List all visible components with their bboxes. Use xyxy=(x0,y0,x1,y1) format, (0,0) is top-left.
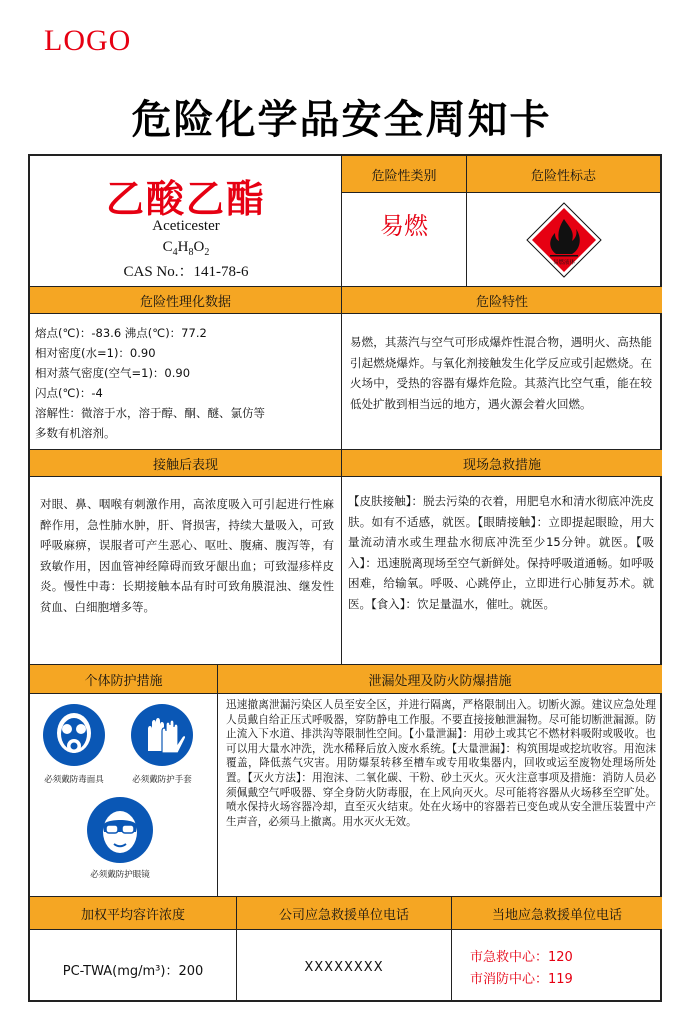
company-phone: XXXXXXXX xyxy=(304,960,384,975)
hazard-sign-caption: 易燃液体 xyxy=(552,260,576,266)
twa-value: PC-TWA(mg/m³)：200 xyxy=(62,964,204,979)
twa-header: 加权平均容许浓度 xyxy=(30,897,236,929)
ppe-header: 个体防护措施 xyxy=(30,665,217,693)
first-aid-header: 现场急救措施 xyxy=(342,450,662,476)
hazard-sign-header: 危险性标志 xyxy=(467,156,660,192)
gas-mask-icon xyxy=(42,703,106,767)
chemical-name-en: Aceticester xyxy=(152,218,220,234)
gloves-icon xyxy=(130,703,194,767)
flammable-diamond-icon xyxy=(525,201,603,279)
hazard-category-header: 危险性类别 xyxy=(342,156,466,192)
chemical-formula: $C_4H_8O_2$ xyxy=(162,239,210,258)
company-phone-header: 公司应急救援单位电话 xyxy=(237,897,451,929)
leak-header: 泄漏处理及防火防爆措施 xyxy=(218,665,662,693)
properties-header: 危险特性 xyxy=(342,287,662,313)
leak-text: 迅速撤离泄漏污染区人员至安全区，并进行隔离，严格限制出入。切断火源。建议应急处理人员戴自给正压式呼吸器，穿防静电工作服。不要直接接触泄漏物。尽可能切断泄漏源。防止流入下水道、排洪沟等限制性空间。【小量泄漏】：用砂土或其它不燃材料吸附或吸收。也可以用大量水冲洗，洗水稀释后放入废水系统。【大量泄漏】：构筑围堤或挖坑收容。用泡沫覆盖，降低蒸气灾害。用防爆泵转移至槽车或专用收集器内，回收或运至废物处理场所处置。【灭火方法】：用泡沫、二氧化碳、干粉、砂土灭火。灭火注意事项及措施：消防人员必须佩戴空气呼吸器、穿全身防火防毒服，在上风向灭火。尽可能将容器从火场移至空旷处。喷水保持火场容器冷却，直至灭火结束。处在火场中的容器若已变色或从安全泄压装置中产生声音，必须马上撤离。用水灭火无效。 xyxy=(226,699,656,828)
exposure-header: 接触后表现 xyxy=(30,450,341,476)
local-phone-header: 当地应急救援单位电话 xyxy=(452,897,662,929)
ppe-label-goggles: 必须戴防护眼镜 xyxy=(90,870,150,880)
physchem-header: 危险性理化数据 xyxy=(30,287,341,313)
exposure-text: 对眼、鼻、咽喉有刺激作用，高浓度吸入可引起进行性麻醉作用，急性肺水肿，肝、肾损害，持续大量吸入，可致呼吸麻痹，误服者可产生恶心、呕吐、腹痛、腹泻等，有致敏作用，因血管神经障碍而致牙龈出血；可致湿疹样皮炎。慢性中毒：长期接触本品有时可致角膜混浊、继发性贫血、白细胞增多等。 xyxy=(40,497,334,614)
ppe-label-gloves: 必须戴防护手套 xyxy=(132,775,192,785)
cas-number: CAS No.：141-78-6 xyxy=(123,264,249,280)
ppe-label-mask: 必须戴防毒面具 xyxy=(44,775,104,785)
page-title: 危险化学品安全周知卡 xyxy=(131,97,552,143)
properties-text: 易燃，其蒸汽与空气可形成爆炸性混合物，遇明火、高热能引起燃烧爆炸。与氧化剂接触发生化学反应或引起燃烧。在火场中，受热的容器有爆炸危险。其蒸汽比空气重，能在较低处扩散到相当远的地方，遇火源会着火回燃。 xyxy=(350,335,652,411)
logo: LOGO xyxy=(44,24,132,57)
chemical-name-cn: 乙酸乙酯 xyxy=(105,177,266,221)
emergency-center: 市急救中心：120 xyxy=(470,950,573,965)
first-aid-text: 【皮肤接触】：脱去污染的衣着，用肥皂水和清水彻底冲洗皮肤。如有不适感，就医。【眼睛接触】：立即提起眼睑，用大量流动清水或生理盐水彻底冲洗至少15分钟。就医。【吸入】：迅速脱离现场至空气新鲜处。保持呼吸道通畅。如呼吸困难，给输氧。呼吸、心跳停止，立即进行心肺复苏术。就医。【食入】：饮足量温水，催吐。就医。 xyxy=(348,494,654,611)
physchem-data: 熔点(℃)：-83.6 沸点(℃)：77.2 相对密度(水=1)：0.90 相对蒸气密度(空气=1)：0.90 闪点(℃)：-4 溶解性：微溶于水，溶于醇、酮、醚、氯仿等 多数有机溶剂。 xyxy=(35,326,265,440)
goggles-icon xyxy=(86,796,154,864)
fire-center: 市消防中心：119 xyxy=(470,972,573,987)
safety-card xyxy=(28,154,662,1002)
hazard-category-value: 易燃 xyxy=(380,212,428,240)
